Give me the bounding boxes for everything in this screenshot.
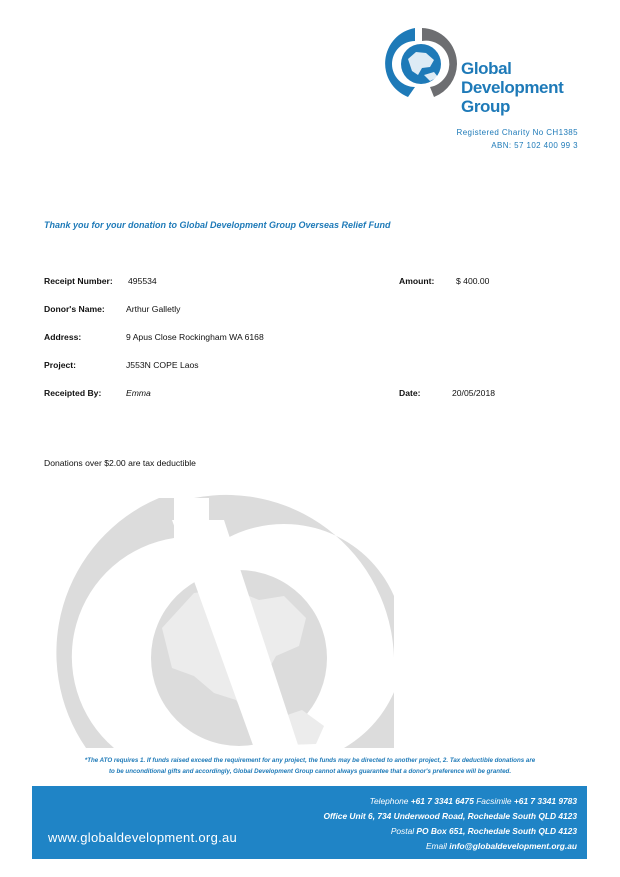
disclaimer-line-1: *The ATO requires 1. If funds raised exceed the requirement for any project, the funds may be directed to another project, 2. Tax deductible donations are [84,757,536,764]
email-value[interactable]: info@globaldevelopment.org.au [449,841,577,851]
facsimile-value: +61 7 3341 9783 [513,796,577,806]
disclaimer-line-2: to be unconditional gifts and accordingly, Global Development Group cannot always guarantee that a donor's preference will be granted. [108,768,512,775]
receipted-by-label: Receipted By: [44,388,102,398]
date-value: 20/05/2018 [452,388,496,398]
telephone-label: Telephone [369,796,409,806]
org-name [461,59,563,116]
postal-value: PO Box 651, Rochedale South QLD 4123 [416,826,577,836]
footer-bar [32,786,587,859]
ato-disclaimer [40,755,580,777]
phone-line [324,794,577,809]
donor-name-label: Donor's Name: [44,304,105,314]
abn: ABN: 57 102 400 99 3 [491,141,578,150]
registration-info [457,126,578,152]
facsimile-label: Facsimile [476,796,512,806]
contact-details [324,794,577,854]
date-label: Date: [399,388,421,398]
email-label: Email [425,841,447,851]
address-value: 9 Apus Close Rockingham WA 6168 [126,332,264,342]
receipted-by-value: Emma [126,388,151,398]
postal-label: Postal [390,826,415,836]
website-link[interactable]: www.globaldevelopment.org.au [48,830,238,845]
org-logo [384,27,584,127]
receipt-number-label: Receipt Number: [44,276,113,286]
registered-charity: Registered Charity No CH1385 [456,128,578,137]
donor-name-value: Arthur Galletly [126,304,181,314]
org-name-line2: Development [461,78,564,97]
amount-label: Amount: [399,276,435,286]
project-label: Project: [44,360,76,370]
postal-line [324,824,577,839]
project-value: J553N COPE Laos [126,360,199,370]
globe-g-watermark-icon [44,478,394,748]
email-line [324,839,577,854]
org-name-line1: Global [461,59,512,78]
address-label: Address: [44,332,82,342]
globe-g-logo-icon [384,27,458,101]
office-address: Office Unit 6, 734 Underwood Road, Rochedale South QLD 4123 [323,811,577,821]
amount-value: $ 400.00 [456,276,490,286]
org-name-line3: Group [461,97,510,116]
thank-you-message: Thank you for your donation to Global Development Group Overseas Relief Fund [44,220,391,230]
tax-deductible-note: Donations over $2.00 are tax deductible [44,458,196,468]
telephone-value: +61 7 3341 6475 [410,796,474,806]
receipt-number-value: 495534 [128,276,157,286]
